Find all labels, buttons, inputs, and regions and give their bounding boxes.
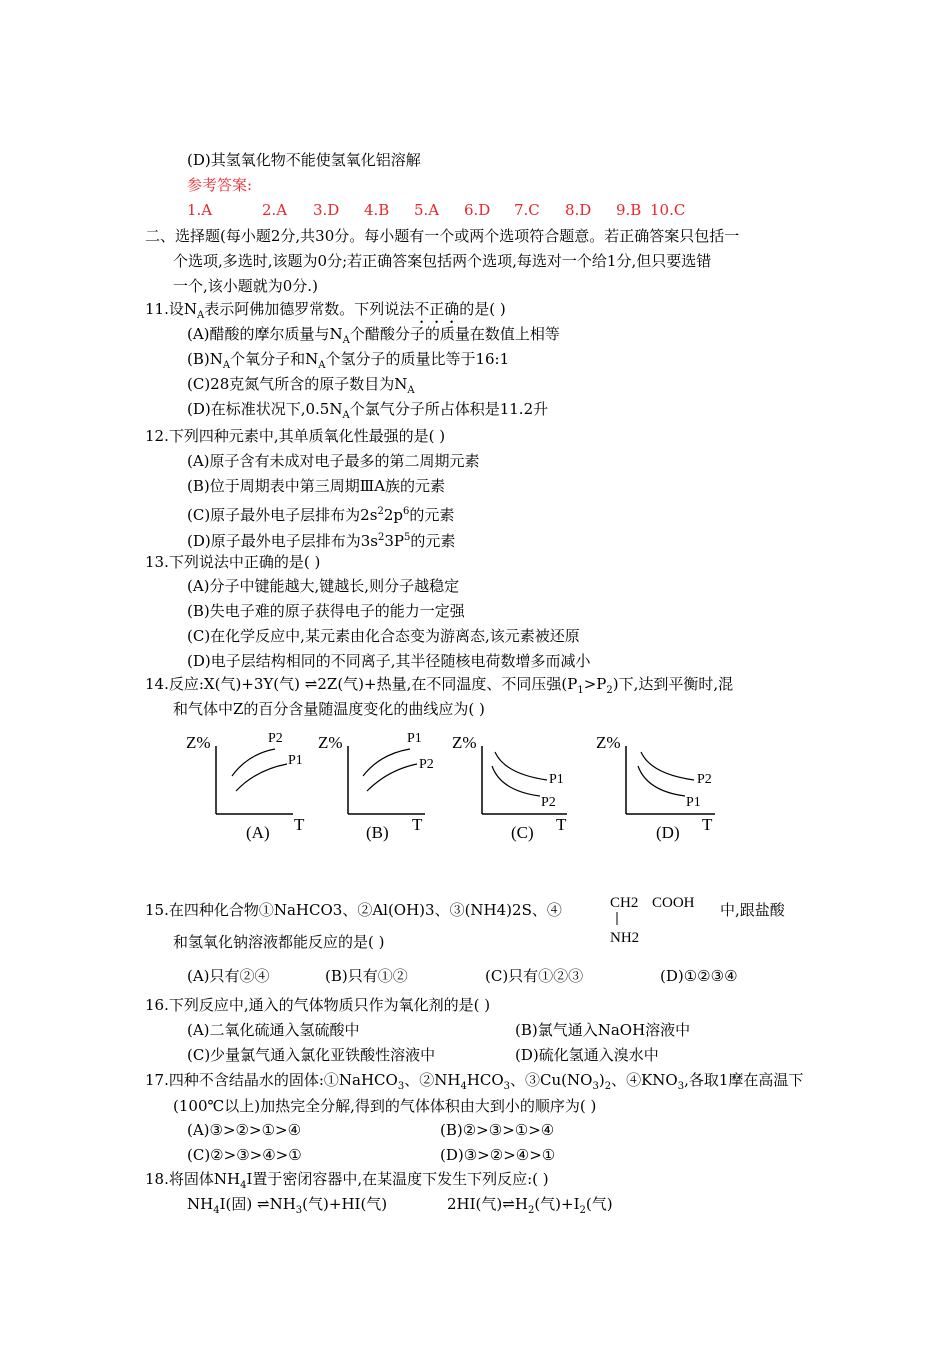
q16-option-b: (B)氯气通入NaOH溶液中 bbox=[515, 1021, 691, 1039]
q11-option-d: (D)在标准状况下$,0.5N_A$个氯气分子所占体积是11.2升 bbox=[187, 400, 549, 421]
q15-stem: 15.在四种化合物①NaHCO3、②Al(OH)3、③(NH4)2S、④ bbox=[145, 901, 562, 919]
q17-option-c: (C)②>③>④>① bbox=[187, 1146, 302, 1164]
q14-line2: 和气体中Z的百分含量随温度变化的曲线应为( ) bbox=[173, 700, 485, 718]
graph-a-lower-label: P1 bbox=[288, 753, 303, 768]
graph-c-lower-label: P2 bbox=[541, 795, 556, 810]
q16-option-a: (A)二氧化硫通入氢硫酸中 bbox=[187, 1021, 360, 1039]
q15-option-c: (C)只有①②③ bbox=[485, 967, 584, 985]
graph-d-upper-label: P2 bbox=[697, 772, 712, 787]
graph-c-upper-label: P1 bbox=[549, 772, 564, 787]
q17-line2: (100℃以上)加热完全分解,得到的气体体积由大到小的顺序为( ) bbox=[173, 1097, 597, 1115]
q11-option-c: (C)28克氮气所含的原子数目为$N_A$ bbox=[187, 375, 415, 396]
answer-5: 5.A bbox=[414, 201, 440, 219]
q17-option-d: (D)③>②>④>① bbox=[440, 1146, 556, 1164]
graph-a-upper-label: P2 bbox=[268, 731, 283, 746]
q13-option-d: (D)电子层结构相同的不同离子,其半径随核电荷数增多而减小 bbox=[187, 652, 591, 670]
answer-title: 参考答案: bbox=[187, 176, 253, 194]
equilibrium-arrow-icon: ⇌ bbox=[257, 1195, 270, 1213]
graph-c-ylabel: Z% bbox=[452, 733, 477, 752]
equilibrium-arrow-icon: ⇌ bbox=[304, 675, 318, 693]
graph-a-upper-curve bbox=[232, 749, 275, 776]
graph-c-upper-curve bbox=[495, 752, 547, 780]
q11-option-b: $(B)N_A$个氧分子和$N_A$个氢分子的质量比等于16:1 bbox=[187, 350, 510, 371]
q16-option-c: (C)少量氯气通入氯化亚铁酸性溶液中 bbox=[187, 1046, 436, 1064]
q12-option-d: (D)原子最外电子层排布为$3s^23P^5$的元素 bbox=[187, 532, 456, 550]
graph-b-lower-label: P2 bbox=[419, 757, 434, 772]
q17-option-a: (A)③>②>①>④ bbox=[187, 1121, 302, 1139]
answer-7: 7.C bbox=[514, 201, 540, 219]
q15-option-d: (D)①②③④ bbox=[660, 967, 738, 985]
q16-option-d: (D)硫化氢通入溴水中 bbox=[515, 1046, 659, 1064]
q12-option-c: (C)原子最外电子层排布为$2s^22p^6$的元素 bbox=[187, 506, 455, 524]
q18-reaction-2: 2HI(气)$\rightleftharpoons H_2$(气)$+I_2$(气) bbox=[447, 1195, 613, 1216]
graph-d-ylabel: Z% bbox=[596, 733, 621, 752]
q16-stem: 16.下列反应中,通入的气体物质只作为氧化剂的是( ) bbox=[145, 996, 491, 1014]
answer-1: 1.A bbox=[187, 201, 213, 219]
answer-6: 6.D bbox=[464, 201, 491, 219]
q13-stem: 13.下列说法中正确的是( ) bbox=[145, 553, 321, 571]
q12-stem: 12.下列四种元素中,其单质氧化性最强的是( ) bbox=[145, 427, 446, 445]
graph-d-xlabel: T bbox=[702, 815, 713, 834]
q11-option-a: (A)醋酸的摩尔质量与$N_A$个醋酸分子的质量在数值上相等 bbox=[187, 325, 560, 346]
q18-stem: 18.将固体$NH_4I$置于密闭容器中,在某温度下发生下列反应:( ) bbox=[145, 1170, 549, 1191]
q18-reaction-1: $NH_4I$(固) $\rightleftharpoons NH_3$(气)+HI(气) bbox=[187, 1195, 388, 1216]
q13-option-a: (A)分子中键能越大,键越长,则分子越稳定 bbox=[187, 577, 460, 595]
equilibrium-arrow-icon: ⇌ bbox=[502, 1195, 515, 1213]
graph-a-caption: (A) bbox=[246, 823, 270, 842]
graph-a bbox=[186, 731, 305, 842]
q12-option-a: (A)原子含有未成对电子最多的第二周期元素 bbox=[187, 452, 480, 470]
graph-d bbox=[596, 733, 715, 842]
q13-option-b: (B)失电子难的原子获得电子的能力一定强 bbox=[187, 602, 465, 620]
struct-cooh: COOH bbox=[652, 895, 695, 911]
graph-a-ylabel: Z% bbox=[186, 733, 211, 752]
graph-d-lower-label: P1 bbox=[686, 795, 701, 810]
q15-stem-tail: 中,跟盐酸 bbox=[720, 901, 785, 919]
q11-emphasis: 不正确 bbox=[414, 300, 460, 318]
section2-line1: 二、选择题(每小题2分,共30分。每小题有一个或两个选项符合题意。若正确答案只包括一 bbox=[145, 227, 740, 245]
graph-b-lower-curve bbox=[367, 764, 417, 791]
q12-option-b: (B)位于周期表中第三周期ⅢA族的元素 bbox=[187, 477, 446, 495]
graph-b-upper-label: P1 bbox=[407, 731, 422, 746]
graph-a-lower-curve bbox=[236, 764, 287, 791]
answer-3: 3.D bbox=[313, 201, 340, 219]
graph-b-caption: (B) bbox=[366, 823, 389, 842]
q15-option-b: (B)只有①② bbox=[325, 967, 408, 985]
struct-nh2: NH2 bbox=[610, 930, 640, 946]
graph-b bbox=[318, 731, 434, 842]
answer-8: 8.D bbox=[565, 201, 592, 219]
answer-4: 4.B bbox=[364, 201, 390, 219]
q11-stem: 11.设$N_A$表示阿佛加德罗常数。下列说法不正确的是( ) bbox=[145, 300, 506, 321]
q17-stem: 17.四种不含结晶水的固体:①NaHCO$_3$、$②NH_4HCO_3$、$③Cu(NO_3)_2$、$④KNO_3$,各取1摩在高温下 bbox=[145, 1071, 804, 1092]
q13-option-c: (C)在化学反应中,某元素由化合态变为游离态,该元素被还原 bbox=[187, 627, 580, 645]
graph-a-xlabel: T bbox=[294, 815, 305, 834]
answer-10: 10.C bbox=[650, 201, 686, 219]
section2-line2: 个选项,多选时,该题为0分;若正确答案包括两个选项,每选对一个给1分,但只要选错 bbox=[173, 252, 712, 270]
struct-ch2: CH2 bbox=[610, 895, 639, 911]
graph-b-upper-curve bbox=[363, 749, 410, 776]
q15-option-a: (A)只有②④ bbox=[187, 967, 270, 985]
q10-option-d: (D)其氢氧化物不能使氢氧化铝溶解 bbox=[187, 151, 421, 169]
section2-line3: 一个,该小题就为0分.) bbox=[173, 277, 318, 295]
graph-c bbox=[452, 733, 567, 842]
q14-stem: 14.反应:X(气)+3Y(气) ⇌2Z(气)+热量,在不同温度、不同压强$(P_1>P_2)$下,达到平衡时,混 bbox=[145, 675, 734, 696]
answer-2: 2.A bbox=[262, 201, 288, 219]
graph-b-xlabel: T bbox=[412, 815, 423, 834]
q17-option-b: (B)②>③>①>④ bbox=[440, 1121, 555, 1139]
graph-c-caption: (C) bbox=[511, 823, 534, 842]
graph-c-xlabel: T bbox=[556, 815, 567, 834]
answer-9: 9.B bbox=[616, 201, 642, 219]
graph-d-caption: (D) bbox=[656, 823, 680, 842]
q15-line2: 和氢氧化钠溶液都能反应的是( ) bbox=[173, 933, 385, 951]
graph-c-lower-curve bbox=[492, 766, 540, 796]
graph-d-upper-curve bbox=[641, 752, 694, 780]
q14-graphs bbox=[0, 728, 950, 848]
graph-b-ylabel: Z% bbox=[318, 733, 343, 752]
glycine-structure bbox=[606, 891, 716, 947]
